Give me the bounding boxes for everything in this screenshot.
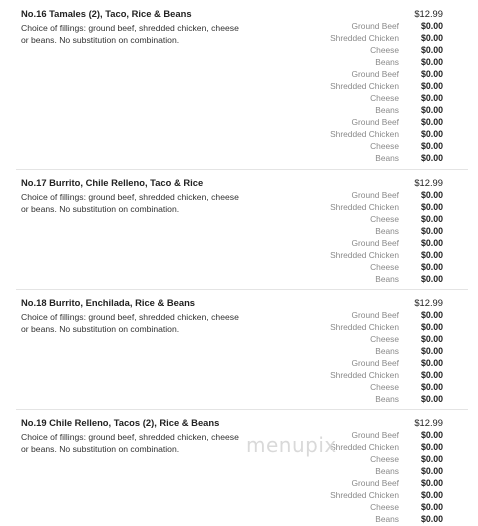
option-price: $0.00 xyxy=(420,250,443,260)
option-price: $0.00 xyxy=(420,93,443,103)
option-name: Ground Beef xyxy=(351,117,399,127)
option-name: Ground Beef xyxy=(351,238,399,248)
option-price: $0.00 xyxy=(420,454,443,464)
option-price: $0.00 xyxy=(420,358,443,368)
option-price: $0.00 xyxy=(420,382,443,392)
option-price: $0.00 xyxy=(420,238,443,248)
option-price: $0.00 xyxy=(420,334,443,344)
option-name: Cheese xyxy=(370,334,399,344)
menu-item-price: $12.99 xyxy=(414,8,443,19)
option-name: Shredded Chicken xyxy=(330,81,399,91)
menu-item-description: Choice of fillings: ground beef, shredded chicken, cheese or beans. No substitution on combination. xyxy=(21,312,239,334)
option-name: Shredded Chicken xyxy=(330,322,399,332)
menu-item-description: Choice of fillings: ground beef, shredded chicken, cheese or beans. No substitution on combination. xyxy=(21,192,239,214)
menu-item-title: No.16 Tamales (2), Taco, Rice & Beans xyxy=(21,8,192,19)
option-name: Shredded Chicken xyxy=(330,33,399,43)
menu-item-title: No.17 Burrito, Chile Relleno, Taco & Rice xyxy=(21,177,204,188)
option-price: $0.00 xyxy=(420,81,443,91)
option-price: $0.00 xyxy=(420,105,443,115)
option-price: $0.00 xyxy=(420,502,443,512)
menu-item-title: No.18 Burrito, Enchilada, Rice & Beans xyxy=(21,297,196,308)
option-price: $0.00 xyxy=(420,346,443,356)
menu-item-price: $12.99 xyxy=(414,297,443,308)
option-name: Cheese xyxy=(370,93,399,103)
option-name: Shredded Chicken xyxy=(330,129,399,139)
option-name: Beans xyxy=(375,466,399,476)
menu-item-price: $12.99 xyxy=(414,417,443,428)
option-price: $0.00 xyxy=(420,274,443,284)
option-name: Shredded Chicken xyxy=(330,370,399,380)
option-price: $0.00 xyxy=(420,202,443,212)
option-price: $0.00 xyxy=(420,45,443,55)
option-price: $0.00 xyxy=(420,430,443,440)
item-divider xyxy=(16,409,468,410)
option-price: $0.00 xyxy=(420,370,443,380)
option-name: Beans xyxy=(375,153,399,163)
option-name: Cheese xyxy=(370,214,399,224)
option-name: Beans xyxy=(375,57,399,67)
option-name: Cheese xyxy=(370,382,399,392)
menu-item-description: Choice of fillings: ground beef, shredded chicken, cheese or beans. No substitution on combination. xyxy=(21,432,239,454)
option-name: Beans xyxy=(375,514,399,524)
option-price: $0.00 xyxy=(420,153,443,163)
option-price: $0.00 xyxy=(420,226,443,236)
option-name: Beans xyxy=(375,226,399,236)
option-price: $0.00 xyxy=(420,117,443,127)
option-name: Beans xyxy=(375,105,399,115)
option-name: Ground Beef xyxy=(351,310,399,320)
option-name: Cheese xyxy=(370,141,399,151)
item-divider xyxy=(16,289,468,290)
option-price: $0.00 xyxy=(420,69,443,79)
option-price: $0.00 xyxy=(420,478,443,488)
option-name: Shredded Chicken xyxy=(330,442,399,452)
option-name: Shredded Chicken xyxy=(330,490,399,500)
menu-item-price: $12.99 xyxy=(414,177,443,188)
option-price: $0.00 xyxy=(420,466,443,476)
watermark-logo: menupix xyxy=(246,433,337,457)
option-price: $0.00 xyxy=(420,57,443,67)
option-price: $0.00 xyxy=(420,141,443,151)
item-divider xyxy=(16,169,468,170)
option-name: Cheese xyxy=(370,502,399,512)
option-price: $0.00 xyxy=(420,262,443,272)
option-price: $0.00 xyxy=(420,514,443,524)
option-name: Ground Beef xyxy=(351,430,399,440)
option-price: $0.00 xyxy=(420,490,443,500)
menu-item-description: Choice of fillings: ground beef, shredded chicken, cheese or beans. No substitution on combination. xyxy=(21,23,239,45)
option-price: $0.00 xyxy=(420,190,443,200)
option-name: Cheese xyxy=(370,454,399,464)
option-name: Cheese xyxy=(370,262,399,272)
menu-item-title: No.19 Chile Relleno, Tacos (2), Rice & Beans xyxy=(21,417,220,428)
option-name: Ground Beef xyxy=(351,190,399,200)
option-name: Shredded Chicken xyxy=(330,202,399,212)
option-price: $0.00 xyxy=(420,129,443,139)
option-name: Beans xyxy=(375,394,399,404)
option-name: Ground Beef xyxy=(351,21,399,31)
option-name: Cheese xyxy=(370,45,399,55)
option-name: Shredded Chicken xyxy=(330,250,399,260)
option-price: $0.00 xyxy=(420,33,443,43)
option-price: $0.00 xyxy=(420,394,443,404)
option-price: $0.00 xyxy=(420,214,443,224)
option-price: $0.00 xyxy=(420,322,443,332)
option-name: Beans xyxy=(375,346,399,356)
option-price: $0.00 xyxy=(420,442,443,452)
option-name: Ground Beef xyxy=(351,69,399,79)
option-name: Ground Beef xyxy=(351,478,399,488)
option-price: $0.00 xyxy=(420,21,443,31)
option-name: Beans xyxy=(375,274,399,284)
option-price: $0.00 xyxy=(420,310,443,320)
option-name: Ground Beef xyxy=(351,358,399,368)
